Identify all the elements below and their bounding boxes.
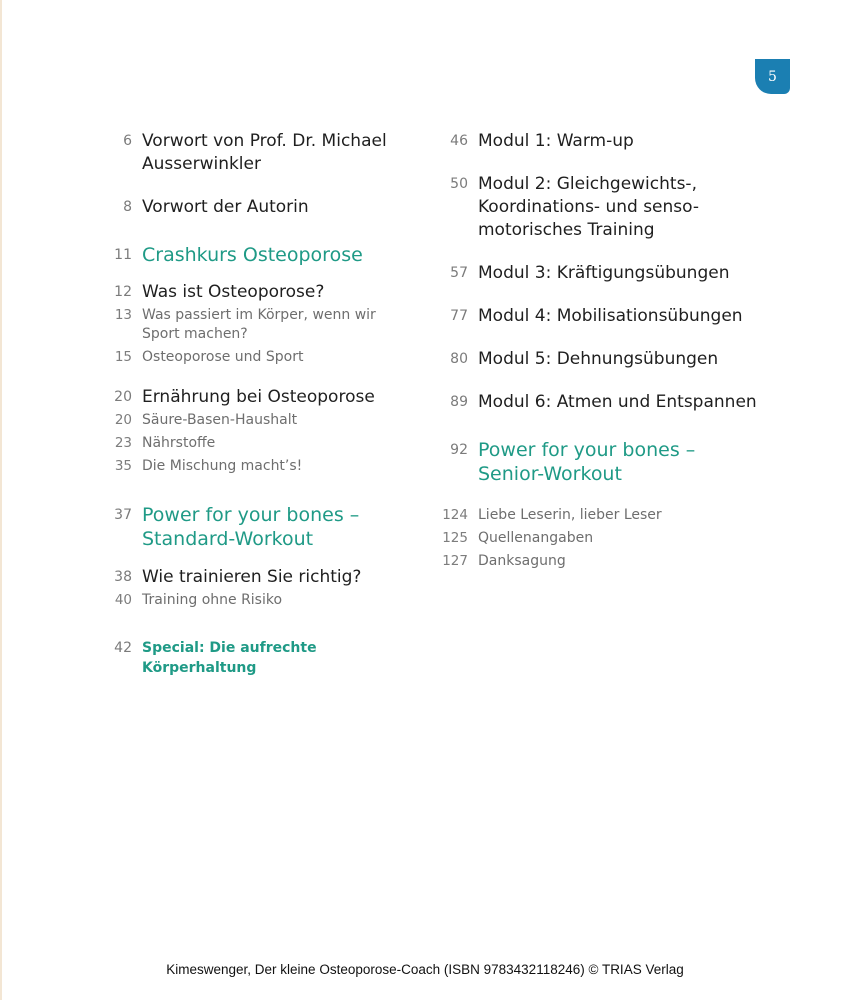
toc-subtitle: Danksagung	[478, 553, 566, 569]
toc-sub-entry[interactable]	[98, 348, 418, 367]
toc-chapter-title: Power for your bones – Standard-Workout	[142, 504, 360, 550]
toc-sub-entry[interactable]	[98, 591, 418, 610]
toc-page-number: 92	[450, 442, 468, 458]
toc-page-number: 37	[114, 507, 132, 523]
toc-sub-entry[interactable]	[98, 434, 418, 453]
toc-title: Was ist Osteoporose?	[142, 282, 325, 302]
toc-subtitle: Säure-Basen-Haushalt	[142, 412, 298, 428]
toc-subtitle: Was passiert im Körper, wenn wir Sport machen?	[142, 307, 376, 342]
toc-title: Vorwort von Prof. Dr. Michael Ausserwinkler	[142, 131, 387, 174]
page-number-badge	[755, 59, 790, 94]
toc-page-number: 15	[114, 349, 132, 365]
toc-entry[interactable]	[430, 130, 760, 153]
toc-page-number: 124	[442, 507, 468, 523]
toc-page-number: 46	[450, 133, 468, 149]
toc-page-number: 80	[450, 351, 468, 367]
toc-sub-entry[interactable]	[98, 457, 418, 476]
toc-page-number: 20	[114, 412, 132, 428]
page-edge-line	[0, 0, 2, 1000]
toc-entry[interactable]	[98, 130, 418, 176]
toc-entry[interactable]	[98, 566, 418, 589]
toc-subtitle: Quellenangaben	[478, 530, 594, 546]
toc-subtitle: Nährstoffe	[142, 435, 216, 451]
toc-title: Modul 3: Kräftigungsübungen	[478, 263, 730, 283]
toc-special-entry[interactable]	[98, 638, 418, 678]
toc-entry[interactable]	[430, 262, 760, 285]
toc-entry[interactable]	[98, 386, 418, 409]
toc-title: Vorwort der Autorin	[142, 197, 309, 217]
toc-entry[interactable]	[98, 281, 418, 304]
toc-chapter-entry[interactable]	[98, 503, 418, 551]
toc-entry[interactable]	[98, 196, 418, 219]
toc-page-number: 23	[114, 435, 132, 451]
toc-title: Modul 6: Atmen und Entspannen	[478, 392, 757, 412]
toc-sub-entry[interactable]	[98, 306, 418, 344]
toc-page-number: 13	[114, 307, 132, 323]
toc-sub-entry[interactable]	[430, 506, 760, 525]
toc-page-number: 127	[442, 553, 468, 569]
toc-page-number: 8	[123, 199, 132, 215]
toc-chapter-title: Crashkurs Osteoporose	[142, 244, 363, 266]
toc-page-number: 12	[114, 284, 132, 300]
toc-title: Ernährung bei Osteoporose	[142, 387, 375, 407]
toc-subtitle: Training ohne Risiko	[142, 592, 283, 608]
toc-right-column	[430, 130, 760, 571]
toc-page-number: 125	[442, 530, 468, 546]
page-number: 5	[768, 68, 777, 85]
toc-page-number: 57	[450, 265, 468, 281]
toc-special-title: Special: Die aufrechte Körperhaltung	[142, 640, 317, 676]
toc-entry[interactable]	[430, 348, 760, 371]
toc-page-number: 89	[450, 394, 468, 410]
toc-chapter-entry[interactable]	[98, 243, 418, 267]
toc-page-number: 77	[450, 308, 468, 324]
toc-sub-entry[interactable]	[430, 552, 760, 571]
toc-page-number: 50	[450, 176, 468, 192]
toc-title: Modul 2: Gleichgewichts-, Koordinations- und senso- motorisches Training	[478, 174, 699, 240]
toc-chapter-title: Power for your bones – Senior-Workout	[478, 439, 696, 485]
toc-page-number: 11	[114, 247, 132, 263]
toc-title: Modul 4: Mobilisationsübungen	[478, 306, 743, 326]
toc-left-column	[98, 130, 418, 678]
footer-credit: Kimeswenger, Der kleine Osteoporose-Coach (ISBN 9783432118246) © TRIAS Verlag	[166, 962, 684, 977]
toc-page-number: 42	[114, 640, 132, 656]
toc-entry[interactable]	[430, 173, 760, 242]
toc-subtitle: Liebe Leserin, lieber Leser	[478, 507, 662, 523]
toc-page-number: 6	[123, 133, 132, 149]
toc-title: Modul 5: Dehnungsübungen	[478, 349, 719, 369]
toc-chapter-entry[interactable]	[430, 438, 760, 486]
toc-title: Wie trainieren Sie richtig?	[142, 567, 362, 587]
toc-sub-entry[interactable]	[430, 529, 760, 548]
toc-page-number: 20	[114, 389, 132, 405]
toc-title: Modul 1: Warm-up	[478, 131, 634, 151]
toc-page-number: 38	[114, 569, 132, 585]
toc-subtitle: Die Mischung macht’s!	[142, 458, 303, 474]
toc-subtitle: Osteoporose und Sport	[142, 349, 304, 365]
toc-page-number: 40	[114, 592, 132, 608]
toc-entry[interactable]	[430, 305, 760, 328]
toc-entry[interactable]	[430, 391, 760, 414]
toc-sub-entry[interactable]	[98, 411, 418, 430]
toc-page-number: 35	[114, 458, 132, 474]
